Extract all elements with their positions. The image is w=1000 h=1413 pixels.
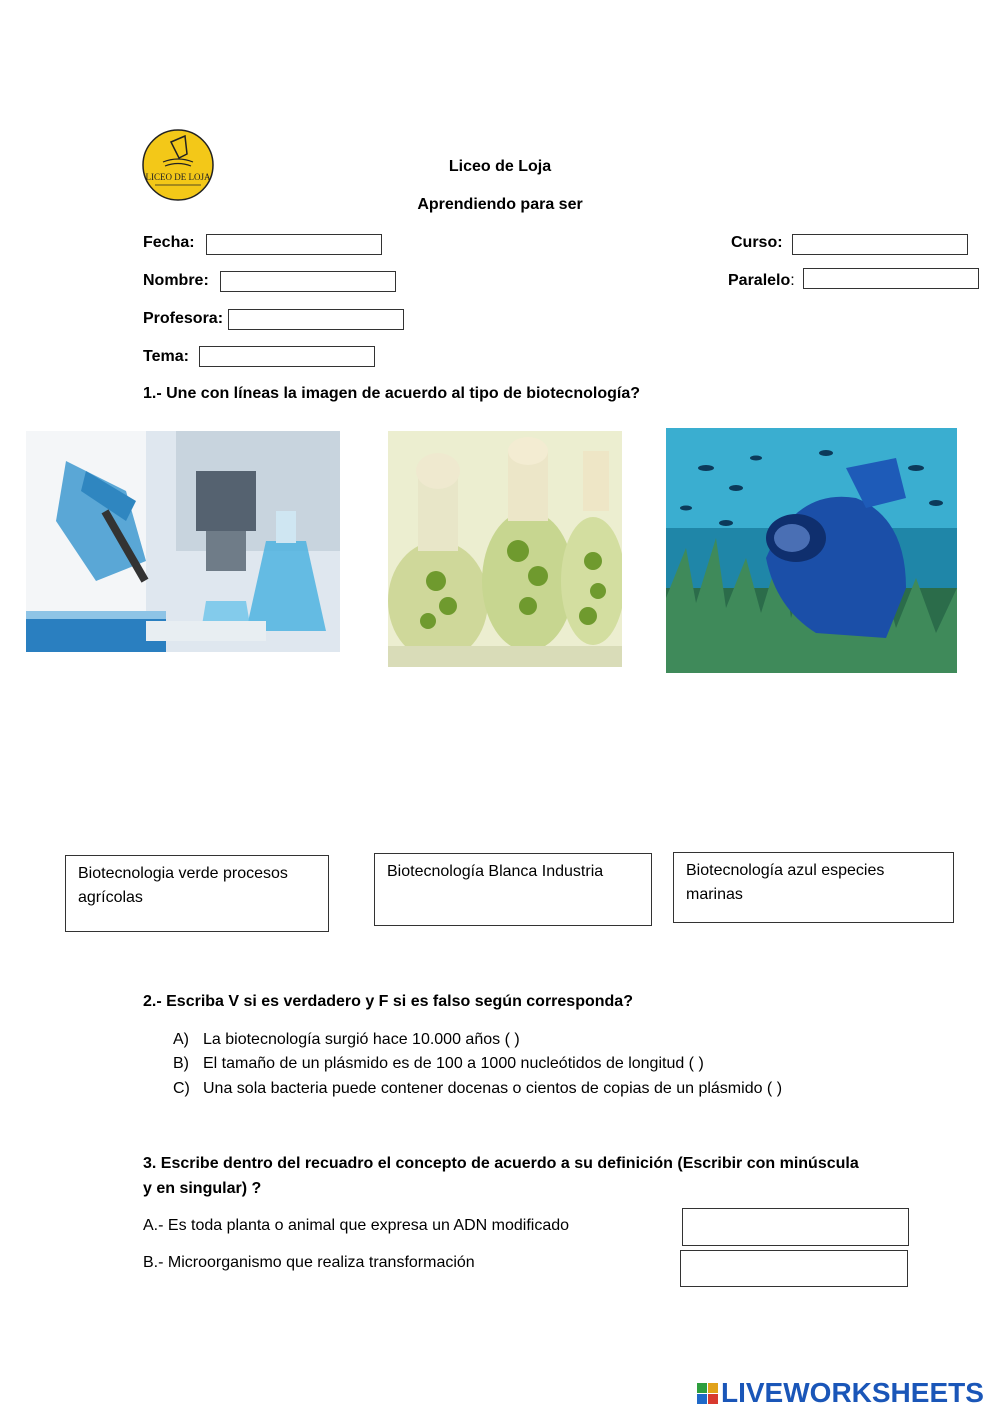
- q3-title-line2: y en singular) ?: [143, 1180, 262, 1197]
- q2-item-letter: A): [173, 1031, 189, 1048]
- q3-answer-b[interactable]: [680, 1250, 908, 1287]
- q2-item-letter: C): [173, 1080, 190, 1097]
- lws-brand: LIVEWORKSHEETS: [721, 1377, 984, 1408]
- profesora-label: Profesora:: [143, 310, 224, 327]
- q2-item-b: [173, 1055, 873, 1075]
- q2-item-text: El tamaño de un plásmido es de 100 a 1000 nucleótidos de longitud ( ): [203, 1055, 704, 1072]
- option-text-verde: Biotecnologia verde procesos agrícolas: [78, 865, 288, 906]
- laboratory-photo: [26, 431, 340, 652]
- curso-field[interactable]: [792, 234, 968, 255]
- curso-label: Curso:: [731, 234, 783, 251]
- q3-item-b-text: B.- Microorganismo que realiza transformación: [143, 1254, 475, 1271]
- q2-title: 2.- Escriba V si es verdadero y F si es falso según corresponda?: [143, 993, 633, 1010]
- option-box-blanca[interactable]: [374, 853, 652, 926]
- logo-text: LICEO DE LOJA: [145, 172, 211, 182]
- q2-item-letter: B): [173, 1055, 189, 1072]
- q1-title: 1.- Une con líneas la imagen de acuerdo al tipo de biotecnología?: [143, 385, 640, 402]
- q2-item-a: [173, 1031, 873, 1051]
- paralelo-colon: :: [790, 272, 795, 289]
- school-motto: Aprendiendo para ser: [417, 196, 583, 213]
- q2-item-text: La biotecnología surgió hace 10.000 años ( ): [203, 1031, 520, 1048]
- option-text-blanca: Biotecnología Blanca Industria: [387, 863, 604, 880]
- plant-flasks-photo: [388, 431, 622, 667]
- nombre-field[interactable]: [220, 271, 396, 292]
- q2-item-text: Una sola bacteria puede contener docenas o cientos de copias de un plásmido ( ): [203, 1080, 783, 1097]
- option-text-azul: Biotecnología azul especies marinas: [686, 862, 885, 903]
- q3-item-a-text: A.- Es toda planta o animal que expresa un ADN modificado: [143, 1217, 570, 1234]
- paralelo-label: Paralelo: [728, 272, 791, 289]
- lws-icon: [697, 1383, 718, 1404]
- liveworksheets-logo: [697, 1379, 984, 1407]
- paralelo-label-wrap: [728, 272, 795, 290]
- fecha-field[interactable]: [206, 234, 382, 255]
- school-name: Liceo de Loja: [448, 158, 552, 175]
- nombre-label: Nombre:: [143, 272, 209, 289]
- diver-photo: [666, 428, 957, 673]
- option-box-verde[interactable]: [65, 855, 329, 932]
- profesora-field[interactable]: [228, 309, 404, 330]
- q2-item-c: [173, 1080, 873, 1100]
- tema-field[interactable]: [199, 346, 375, 367]
- tema-label: Tema:: [143, 348, 189, 365]
- paralelo-field[interactable]: [803, 268, 979, 289]
- option-box-azul[interactable]: [673, 852, 954, 923]
- fecha-label: Fecha:: [143, 234, 195, 251]
- q3-title-line1: 3. Escribe dentro del recuadro el concepto de acuerdo a su definición (Escribir con minúscula: [143, 1155, 859, 1172]
- q3-answer-a[interactable]: [682, 1208, 909, 1246]
